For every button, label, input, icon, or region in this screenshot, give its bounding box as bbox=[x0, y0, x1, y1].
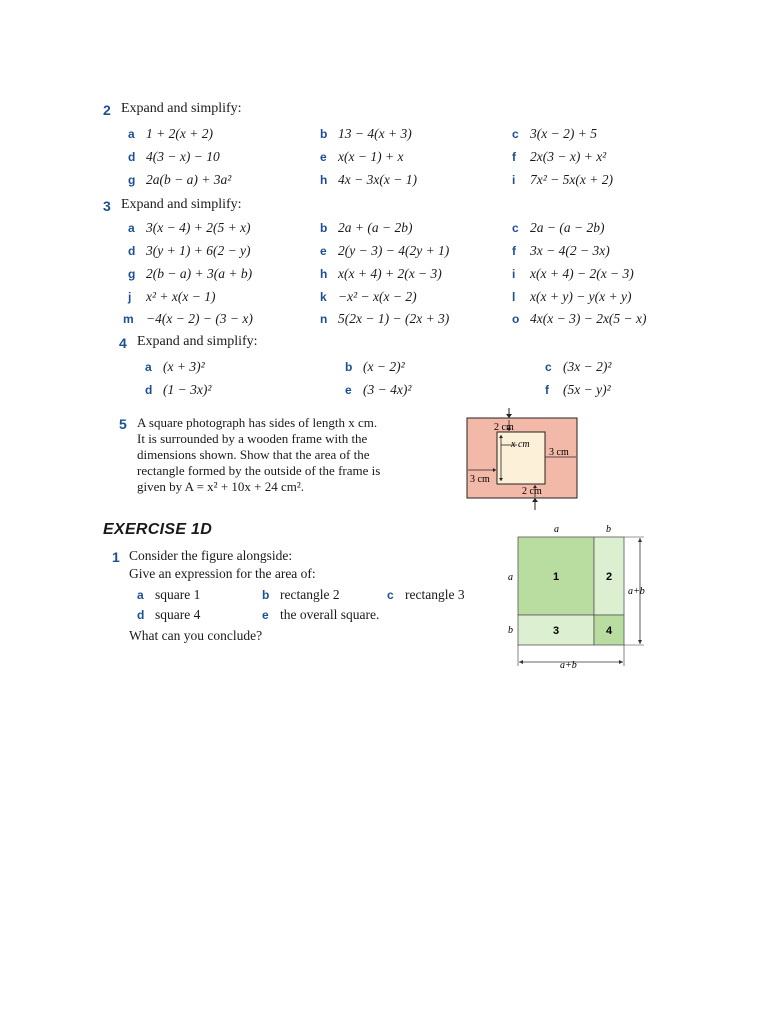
item-label: j bbox=[128, 290, 132, 304]
left-b-label: b bbox=[508, 625, 513, 636]
q4-item bbox=[345, 381, 411, 399]
q5-number: 5 bbox=[119, 416, 127, 432]
q3-item bbox=[512, 288, 632, 306]
item-expression: 3(x − 4) + 2(5 + x) bbox=[146, 220, 251, 235]
item-label: c bbox=[512, 127, 519, 141]
cell-2-label: 2 bbox=[606, 571, 613, 583]
item-label: b bbox=[345, 360, 353, 374]
q3-item bbox=[320, 288, 417, 306]
item-expression: 2(y − 3) − 4(2y + 1) bbox=[338, 243, 450, 258]
item-label: c bbox=[512, 221, 519, 235]
cell-3-label: 3 bbox=[553, 625, 560, 637]
left-a-label: a bbox=[508, 572, 513, 583]
item-expression: (5x − y)² bbox=[563, 382, 611, 397]
q4-item bbox=[145, 358, 205, 376]
q2-item bbox=[128, 171, 231, 189]
top-a-label: a bbox=[554, 524, 559, 535]
ex-q1-item bbox=[137, 606, 200, 624]
item-expression: x² + x(x − 1) bbox=[146, 289, 216, 304]
item-expression: (3 − 4x)² bbox=[363, 382, 412, 397]
q2-item bbox=[320, 148, 403, 166]
item-expression: 1 + 2(x + 2) bbox=[146, 126, 213, 141]
q3-number: 3 bbox=[103, 198, 111, 214]
q5-text bbox=[137, 415, 380, 495]
ex-q1-number: 1 bbox=[112, 549, 120, 565]
frame-bottom-label: 2 cm bbox=[522, 486, 542, 497]
frame-left-label: 3 cm bbox=[470, 474, 490, 485]
q3-item bbox=[320, 219, 412, 237]
item-text: square 4 bbox=[155, 607, 201, 622]
item-label: e bbox=[262, 608, 269, 622]
item-label: f bbox=[512, 244, 516, 258]
q3-item bbox=[128, 288, 215, 306]
ex-q1-item bbox=[262, 606, 379, 624]
item-label: h bbox=[320, 173, 328, 187]
q5-line: A square photograph has sides of length x cm. bbox=[137, 415, 378, 430]
item-expression: 4(3 − x) − 10 bbox=[146, 149, 220, 164]
item-text: rectangle 2 bbox=[280, 587, 340, 602]
ex-q1-item bbox=[387, 586, 465, 604]
item-expression: (3x − 2)² bbox=[563, 359, 612, 374]
q2-number: 2 bbox=[103, 102, 111, 118]
item-text: the overall square. bbox=[280, 607, 380, 622]
q5-line: dimensions shown. Show that the area of the bbox=[137, 447, 370, 462]
item-label: d bbox=[145, 383, 153, 397]
item-label: a bbox=[145, 360, 152, 374]
item-expression: 4x(x − 3) − 2x(5 − x) bbox=[530, 311, 647, 326]
item-text: rectangle 3 bbox=[405, 587, 465, 602]
item-expression: (x + 3)² bbox=[163, 359, 205, 374]
item-label: m bbox=[123, 312, 134, 326]
q4-item bbox=[545, 381, 611, 399]
item-expression: 2(b − a) + 3(a + b) bbox=[146, 266, 253, 281]
item-label: d bbox=[137, 608, 145, 622]
q3-item bbox=[512, 219, 604, 237]
item-label: f bbox=[512, 150, 516, 164]
square-partition-diagram bbox=[500, 520, 670, 675]
item-expression: 13 − 4(x + 3) bbox=[338, 126, 412, 141]
q3-item bbox=[320, 242, 449, 260]
item-expression: x(x − 1) + x bbox=[338, 149, 404, 164]
item-label: g bbox=[128, 173, 136, 187]
item-label: b bbox=[320, 127, 328, 141]
q3-title: Expand and simplify: bbox=[121, 197, 242, 212]
q3-item bbox=[320, 265, 442, 283]
q2-title: Expand and simplify: bbox=[121, 101, 242, 116]
item-expression: x(x + 4) − 2(x − 3) bbox=[530, 266, 634, 281]
q4-title: Expand and simplify: bbox=[137, 334, 258, 349]
item-label: i bbox=[512, 173, 516, 187]
ex-q1-line2: Give an expression for the area of: bbox=[129, 566, 316, 581]
item-label: a bbox=[128, 127, 135, 141]
ex-q1-item bbox=[262, 586, 340, 604]
item-label: n bbox=[320, 312, 328, 326]
item-expression: 2a − (a − 2b) bbox=[530, 220, 605, 235]
item-expression: x(x + y) − y(x + y) bbox=[530, 289, 632, 304]
item-label: c bbox=[387, 588, 394, 602]
item-label: e bbox=[320, 244, 327, 258]
item-label: a bbox=[137, 588, 144, 602]
q2-item bbox=[128, 125, 213, 143]
q4-item bbox=[145, 381, 211, 399]
item-label: c bbox=[545, 360, 552, 374]
q3-item bbox=[128, 265, 252, 283]
item-expression: 2a(b − a) + 3a² bbox=[146, 172, 232, 187]
item-expression: −x² − x(x − 2) bbox=[338, 289, 417, 304]
q3-item bbox=[512, 310, 647, 328]
item-label: d bbox=[128, 150, 136, 164]
cell-1-label: 1 bbox=[553, 571, 560, 583]
item-expression: 3(y + 1) + 6(2 − y) bbox=[146, 243, 251, 258]
item-label: e bbox=[345, 383, 352, 397]
item-expression: 3(x − 2) + 5 bbox=[530, 126, 597, 141]
q3-item bbox=[128, 242, 251, 260]
item-label: h bbox=[320, 267, 328, 281]
item-expression: 7x² − 5x(x + 2) bbox=[530, 172, 613, 187]
photo-side-label: x cm bbox=[511, 439, 530, 450]
photo-frame-diagram bbox=[462, 400, 582, 515]
q4-item bbox=[345, 358, 405, 376]
item-label: b bbox=[320, 221, 328, 235]
q2-item bbox=[320, 171, 417, 189]
item-expression: −4(x − 2) − (3 − x) bbox=[146, 311, 253, 326]
item-expression: 5(2x − 1) − (2x + 3) bbox=[338, 311, 450, 326]
item-label: d bbox=[128, 244, 136, 258]
item-label: i bbox=[512, 267, 516, 281]
item-label: g bbox=[128, 267, 136, 281]
exercise-heading: EXERCISE 1D bbox=[103, 521, 213, 538]
right-sum-label: a+b bbox=[628, 586, 645, 597]
item-label: l bbox=[512, 290, 516, 304]
item-expression: (x − 2)² bbox=[363, 359, 405, 374]
item-text: square 1 bbox=[155, 587, 201, 602]
item-expression: (1 − 3x)² bbox=[163, 382, 212, 397]
q3-item bbox=[123, 310, 253, 328]
ex-q1-item bbox=[137, 586, 200, 604]
q4-number: 4 bbox=[119, 335, 127, 351]
ex-q1-line1: Consider the figure alongside: bbox=[129, 548, 293, 563]
q3-item bbox=[128, 219, 251, 237]
q5-line: It is surrounded by a wooden frame with the bbox=[137, 431, 368, 446]
q3-item bbox=[512, 265, 634, 283]
item-label: k bbox=[320, 290, 327, 304]
q2-item bbox=[320, 125, 412, 143]
item-expression: 4x − 3x(x − 1) bbox=[338, 172, 417, 187]
item-label: e bbox=[320, 150, 327, 164]
item-label: o bbox=[512, 312, 520, 326]
bottom-sum-label: a+b bbox=[560, 660, 577, 671]
item-expression: 2a + (a − 2b) bbox=[338, 220, 413, 235]
q2-item bbox=[512, 148, 606, 166]
ex-q1-conclude: What can you conclude? bbox=[129, 628, 263, 643]
frame-top-label: 2 cm bbox=[494, 422, 514, 433]
frame-right-label: 3 cm bbox=[549, 447, 569, 458]
item-expression: 2x(3 − x) + x² bbox=[530, 149, 607, 164]
top-b-label: b bbox=[606, 524, 611, 535]
q3-item bbox=[512, 242, 610, 260]
item-label: f bbox=[545, 383, 549, 397]
q2-item bbox=[512, 125, 597, 143]
item-label: b bbox=[262, 588, 270, 602]
item-expression: x(x + 4) + 2(x − 3) bbox=[338, 266, 442, 281]
q3-item bbox=[320, 310, 449, 328]
item-expression: 3x − 4(2 − 3x) bbox=[530, 243, 610, 258]
q5-line: given by A = x² + 10x + 24 cm². bbox=[137, 479, 305, 494]
q4-item bbox=[545, 358, 611, 376]
q2-item bbox=[128, 148, 220, 166]
cell-4-label: 4 bbox=[606, 625, 613, 637]
q2-item bbox=[512, 171, 613, 189]
item-label: a bbox=[128, 221, 135, 235]
q5-line: rectangle formed by the outside of the frame is bbox=[137, 463, 381, 478]
